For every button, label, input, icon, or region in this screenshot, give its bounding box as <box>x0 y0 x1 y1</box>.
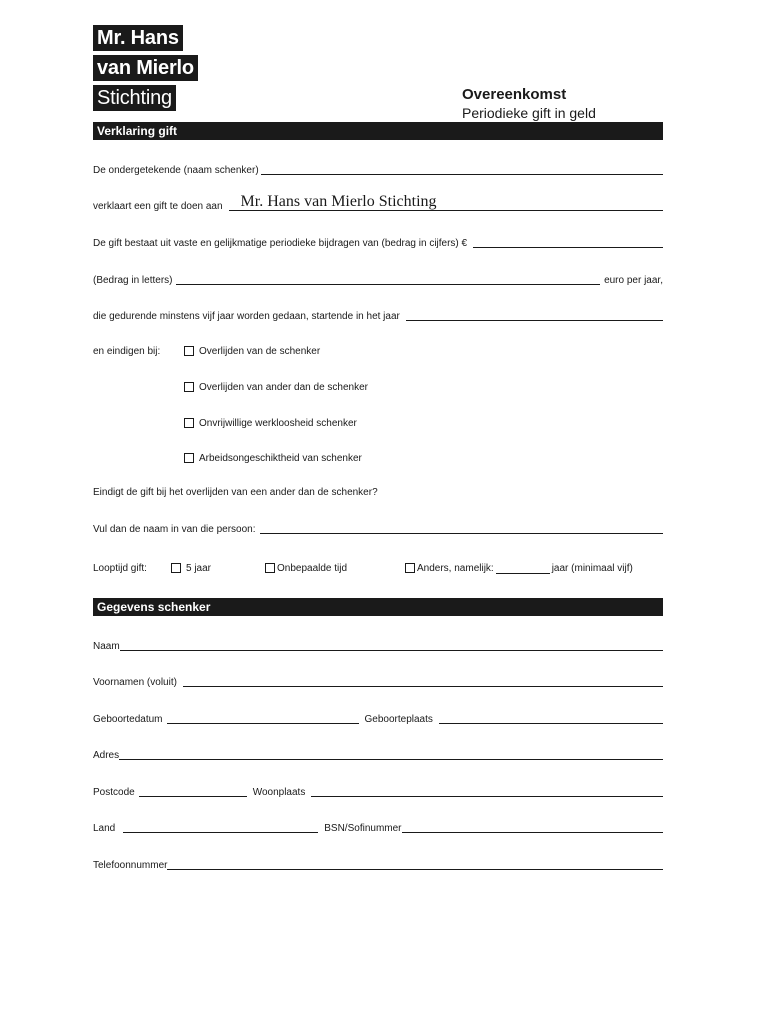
start-year-label: die gedurende minstens vijf jaar worden gedaan, startende in het jaar <box>93 311 400 322</box>
term-option-indefinite[interactable] <box>265 561 347 575</box>
logo-line-1: Mr. Hans <box>93 25 183 51</box>
city-label: Woonplaats <box>252 787 306 798</box>
first-names-row <box>93 674 663 688</box>
country-label: Land <box>93 823 116 834</box>
recipient-row <box>93 193 663 212</box>
checkbox[interactable] <box>184 382 194 392</box>
recipient-value: Mr. Hans van Mierlo Stichting <box>240 193 437 210</box>
checkbox[interactable] <box>265 563 275 573</box>
amount-row <box>93 235 663 249</box>
logo-line-2: van Mierlo <box>93 55 198 81</box>
amount-words-field[interactable] <box>176 274 600 285</box>
address-label: Adres <box>93 750 120 761</box>
end-option-label: Overlijden van de schenker <box>199 345 321 357</box>
term-label: Looptijd gift: <box>93 562 147 574</box>
end-option-label: Overlijden van ander dan de schenker <box>199 381 368 393</box>
donor-name-label: De ondergetekende (naam schenker) <box>93 165 259 176</box>
country-row <box>93 820 663 834</box>
term-option-label: Anders, namelijk: <box>417 562 494 574</box>
phone-row <box>93 857 663 871</box>
name-label: Naam <box>93 641 120 652</box>
name-row <box>93 638 663 652</box>
address-row <box>93 747 663 761</box>
first-names-field[interactable] <box>183 676 663 687</box>
term-years-field[interactable] <box>496 563 550 574</box>
start-year-field[interactable] <box>406 310 663 321</box>
end-option-2[interactable] <box>184 380 368 394</box>
document-subtitle: Periodieke gift in geld <box>462 105 596 121</box>
other-person-row <box>93 521 663 535</box>
amount-words-suffix: euro per jaar, <box>604 275 663 286</box>
logo-line-3: Stichting <box>93 85 176 111</box>
term-option-other[interactable] <box>405 561 663 575</box>
start-year-row <box>93 308 663 322</box>
phone-label: Telefoonnummer <box>93 860 168 871</box>
birth-date-field[interactable] <box>167 713 359 724</box>
end-option-4[interactable] <box>184 451 362 465</box>
document-title: Overeenkomst <box>462 86 567 103</box>
end-option-1[interactable] <box>184 344 320 358</box>
checkbox[interactable] <box>171 563 181 573</box>
birth-place-label: Geboorteplaats <box>364 714 433 725</box>
donor-name-field[interactable] <box>261 164 663 175</box>
name-field[interactable] <box>120 640 663 651</box>
postcode-row <box>93 784 663 798</box>
checkbox[interactable] <box>405 563 415 573</box>
city-field[interactable] <box>311 786 663 797</box>
amount-label: De gift bestaat uit vaste en gelijkmatige periodieke bijdragen van (bedrag in cijfers) € <box>93 238 468 249</box>
end-option-label: Arbeidsongeschiktheid van schenker <box>199 452 362 464</box>
birth-date-label: Geboortedatum <box>93 714 163 725</box>
section-heading-verklaring: Verklaring gift <box>93 122 663 140</box>
postcode-label: Postcode <box>93 787 135 798</box>
bsn-field[interactable] <box>402 822 664 833</box>
checkbox[interactable] <box>184 453 194 463</box>
end-option-3[interactable] <box>184 416 357 430</box>
amount-words-label: (Bedrag in letters) <box>93 275 173 286</box>
checkbox[interactable] <box>184 418 194 428</box>
birth-row <box>93 711 663 725</box>
checkbox[interactable] <box>184 346 194 356</box>
amount-field[interactable] <box>473 237 663 248</box>
bsn-label: BSN/Sofinummer <box>324 823 402 834</box>
recipient-label: verklaart een gift te doen aan <box>93 201 223 212</box>
postcode-field[interactable] <box>139 786 247 797</box>
first-names-label: Voornamen (voluit) <box>93 677 177 688</box>
other-person-label: Vul dan de naam in van die persoon: <box>93 524 256 535</box>
term-suffix: jaar (minimaal vijf) <box>551 562 633 574</box>
address-field[interactable] <box>119 749 663 760</box>
recipient-field[interactable] <box>229 193 663 211</box>
end-label: en eindigen bij: <box>93 345 161 357</box>
end-option-label: Onvrijwillige werkloosheid schenker <box>199 417 357 429</box>
other-person-question: Eindigt de gift bij het overlijden van een ander dan de schenker? <box>93 486 378 498</box>
phone-field[interactable] <box>167 859 663 870</box>
term-option-label: Onbepaalde tijd <box>277 562 348 574</box>
term-option-label: 5 jaar <box>186 562 212 574</box>
donor-name-row <box>93 162 663 176</box>
term-option-5-years[interactable] <box>171 561 211 575</box>
birth-place-field[interactable] <box>439 713 663 724</box>
country-field[interactable] <box>123 822 318 833</box>
other-person-field[interactable] <box>260 523 663 534</box>
section-heading-gegevens: Gegevens schenker <box>93 598 663 616</box>
amount-words-row <box>93 272 663 286</box>
